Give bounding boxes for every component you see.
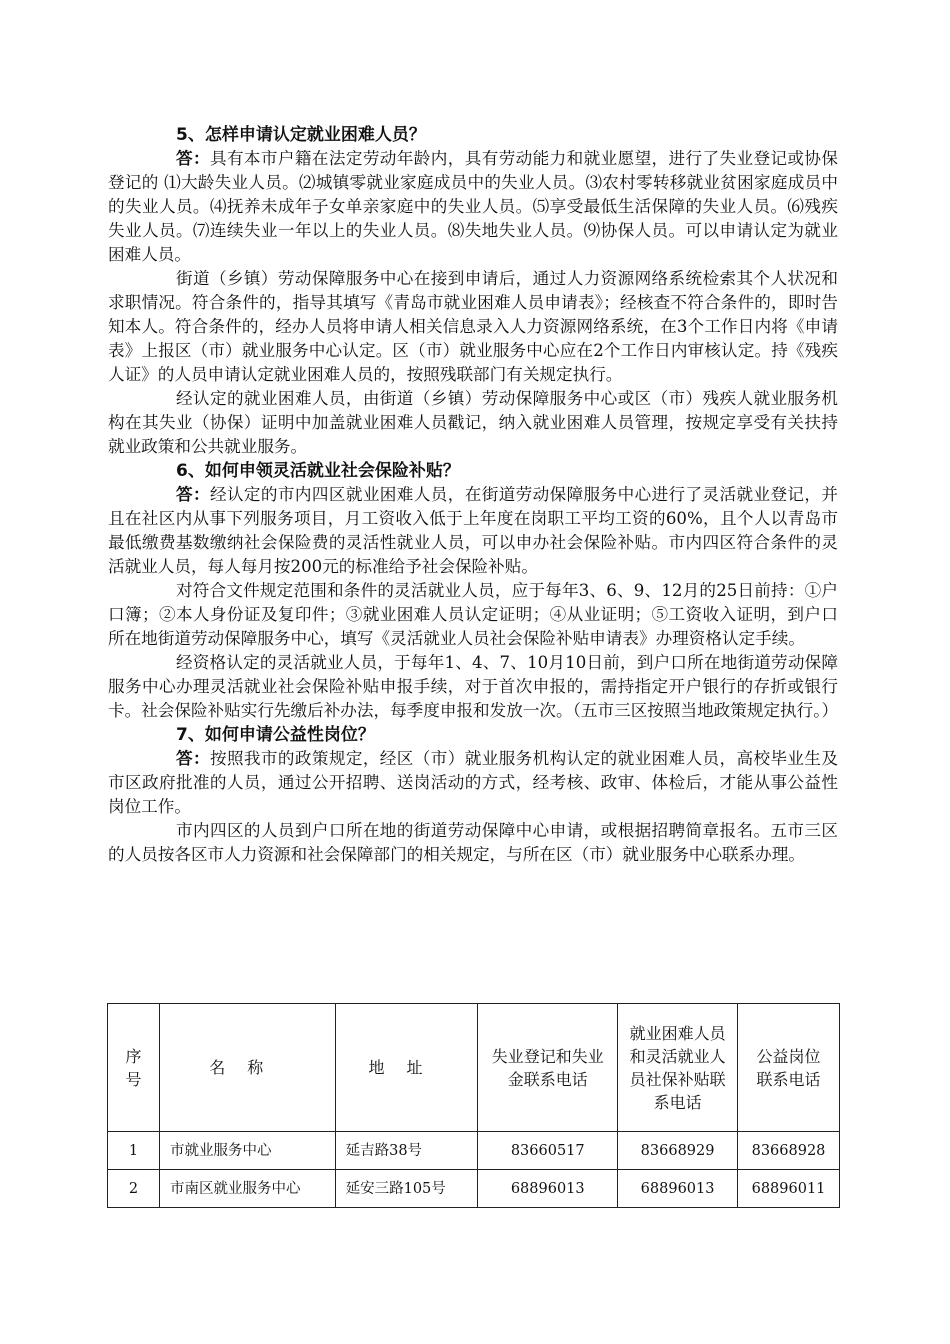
section-7-answer	[108, 747, 838, 819]
cell-public-post-phone: 83668928	[738, 1132, 840, 1170]
section-6-heading: 6、如何申领灵活就业社会保险补贴？	[176, 461, 460, 481]
section-5-para-2: 街道（乡镇）劳动保障服务中心在接到申请后，通过人力资源网络系统检索其个人状况和求职情况。符合条件的，指导其填写《青岛市就业困难人员申请表》；经核查不符合条件的，即时告知本人。符合条件的，经办人员将申请人相关信息录入人力资源网络系统，在3个工作日内将《申请表》上报区（市）就业服务中心认定。区（市）就业服务中心应在2个工作日内审核认定。持《残疾人证》的人员申请认定就业困难人员的，按照残联部门有关规定执行。	[108, 269, 838, 384]
cell-seq: 2	[108, 1170, 160, 1208]
answer-label: 答：	[176, 749, 210, 768]
cell-address: 延吉路38号	[335, 1132, 478, 1170]
section-5-answer	[108, 147, 838, 267]
cell-name: 市就业服务中心	[159, 1132, 335, 1170]
section-7-para-1: 按照我市的政策规定，经区（市）就业服务机构认定的就业困难人员，高校毕业生及市区政府批准的人员，通过公开招聘、送岗活动的方式，经考核、政审、体检后，才能从事公益性岗位工作。	[108, 749, 838, 816]
contact-table	[107, 1003, 840, 1208]
cell-seq: 1	[108, 1132, 160, 1170]
document-body	[108, 123, 838, 867]
table-header-row	[108, 1004, 840, 1132]
answer-label: 答：	[176, 149, 210, 168]
cell-public-post-phone: 68896011	[738, 1170, 840, 1208]
table-row	[108, 1170, 840, 1208]
header-unemployment-phone: 失业登记和失业金联系电话	[478, 1004, 618, 1132]
cell-unemployment-phone: 68896013	[478, 1170, 618, 1208]
section-5-para-1: 具有本市户籍在法定劳动年龄内，具有劳动能力和就业愿望，进行了失业登记或协保登记的 ⑴大龄失业人员。⑵城镇零就业家庭成员中的失业人员。⑶农村零转移就业贫困家庭成员中的失业人员。⑷抚养未成年子女单亲家庭中的失业人员。⑸享受最低生活保障的失业人员。⑹残疾失业人员。⑺连续失业一年以上的失业人员。⑻失地失业人员。⑼协保人员。可以申请认定为就业困难人员。	[108, 149, 838, 264]
section-6-answer	[108, 483, 838, 579]
section-6-para-1: 经认定的市内四区就业困难人员，在街道劳动保障服务中心进行了灵活就业登记，并且在社区内从事下列服务项目，月工资收入低于上年度在岗职工平均工资的60%，且个人以青岛市最低缴费基数缴纳社会保险费的灵活性就业人员，可以申办社会保险补贴。市内四区符合条件的灵活就业人员，每人每月按200元的标准给予社会保险补贴。	[108, 485, 838, 576]
header-subsidy-phone: 就业困难人员和灵活就业人员社保补贴联系电话	[618, 1004, 738, 1132]
cell-subsidy-phone: 83668929	[618, 1132, 738, 1170]
section-6-para-3: 经资格认定的灵活就业人员，于每年1、4、7、10月10日前，到户口所在地街道劳动保障服务中心办理灵活就业社会保险补贴申报手续，对于首次申报的，需持指定开户银行的存折或银行卡。社会保险补贴实行先缴后补办法，每季度申报和发放一次。（五市三区按照当地政策规定执行。）	[108, 653, 839, 720]
header-address: 地址	[335, 1004, 478, 1132]
answer-label: 答：	[176, 485, 210, 504]
cell-subsidy-phone: 68896013	[618, 1170, 738, 1208]
header-public-post-phone: 公益岗位联系电话	[738, 1004, 840, 1132]
cell-name: 市南区就业服务中心	[159, 1170, 335, 1208]
section-6-para-2: 对符合文件规定范围和条件的灵活就业人员，应于每年3、6、9、12月的25日前持：①户口簿；②本人身份证及复印件；③就业困难人员认定证明；④从业证明；⑤工资收入证明，到户口所在地街道劳动保障服务中心，填写《灵活就业人员社会保险补贴申请表》办理资格认定手续。	[108, 581, 838, 648]
section-7-heading: 7、如何申请公益性岗位？	[176, 725, 375, 745]
cell-unemployment-phone: 83660517	[478, 1132, 618, 1170]
header-seq: 序号	[108, 1004, 160, 1132]
cell-address: 延安三路105号	[335, 1170, 478, 1208]
section-5-heading: 5、怎样申请认定就业困难人员？	[176, 125, 426, 145]
header-name: 名称	[159, 1004, 335, 1132]
section-7-para-2: 市内四区的人员到户口所在地的街道劳动保障中心申请，或根据招聘简章报名。五市三区的人员按各区市人力资源和社会保障部门的相关规定，与所在区（市）就业服务中心联系办理。	[108, 821, 838, 864]
table-row	[108, 1132, 840, 1170]
section-5-para-3: 经认定的就业困难人员，由街道（乡镇）劳动保障服务中心或区（市）残疾人就业服务机构在其失业（协保）证明中加盖就业困难人员戳记，纳入就业困难人员管理，按规定享受有关扶持就业政策和公共就业服务。	[108, 389, 838, 456]
